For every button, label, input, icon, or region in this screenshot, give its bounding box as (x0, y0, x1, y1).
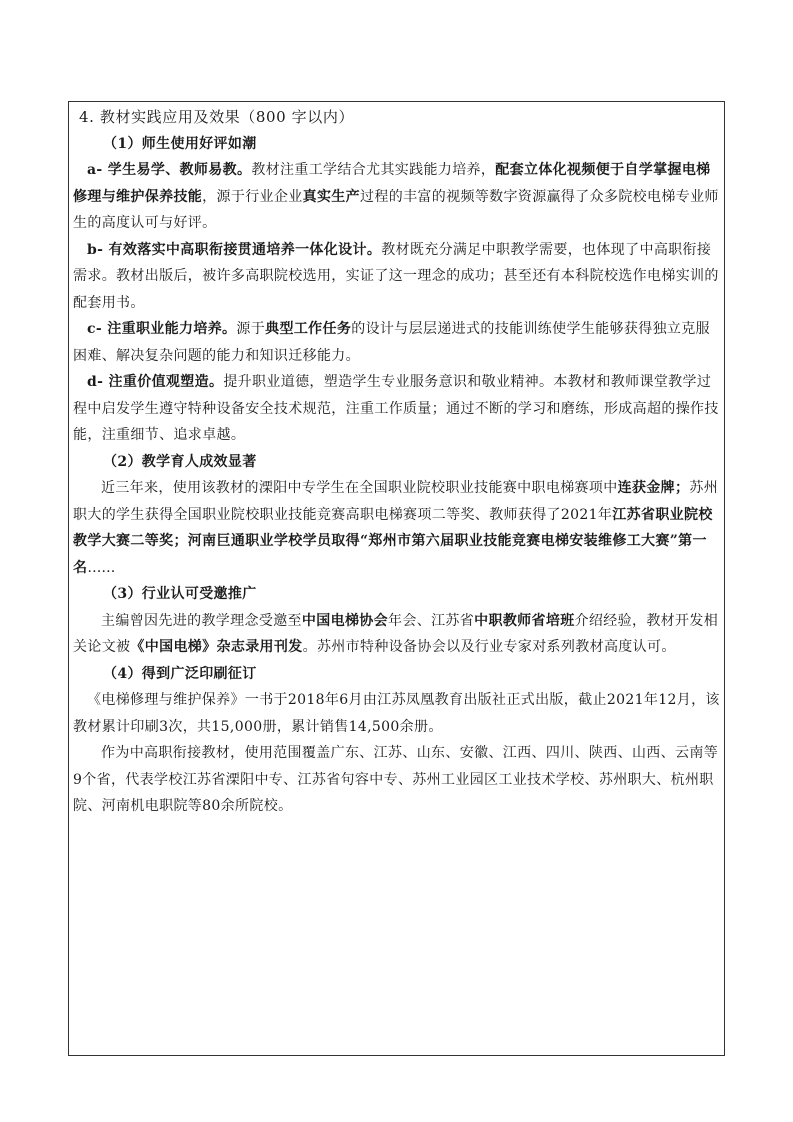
section-content (73, 104, 721, 820)
achievements-text-2: 苏州职大的学生获得全国职业院校职业技能竞赛高职电梯赛项二等奖、教师获得了2021年 (73, 480, 719, 523)
subsection-heading-1: （1）师生使用好评如潮 (103, 135, 257, 152)
para-a-text-2: ，源于行业企业 (202, 188, 303, 205)
recognition-text-2: 年会、江苏省 (388, 612, 475, 629)
para-a-bold-2: 真实生产 (302, 188, 361, 205)
paragraph-b (73, 237, 721, 317)
para-c-text-2: 的设计与层层递进式的技能训练使学生能够获得独立克服困难、解决复杂问题的能力和知识迁移能力。 (73, 321, 710, 364)
recognition-text-4: 。苏州市特种设备协会以及行业专家对系列教材高度认可。 (302, 639, 676, 655)
para-c-text-1: 源于 (236, 321, 266, 337)
recognition-bold-3: 《中国电梯》杂志录用刊发 (130, 639, 303, 655)
para-c-label: c- 注重职业能力培养。 (87, 321, 237, 337)
paragraph-recognition (73, 608, 721, 661)
achievements-ellipsis: …… (87, 559, 116, 576)
achievements-text-1: 近三年来，使用该教材的溧阳中专学生在全国职业院校职业技能赛中职电梯赛项中 (101, 480, 618, 496)
subsection-heading-4: （4）得到广泛印刷征订 (103, 665, 257, 682)
para-b-label: b- 有效落实中高职衔接贯通培养一体化设计。 (87, 241, 382, 258)
recognition-bold-2: 中职教师省培班 (474, 612, 575, 629)
para-a-text-3: 过程的丰富的视频等数字资源赢得了众多院校电梯专业师生的高度认可与好评。 (73, 188, 719, 231)
para-a-label: a- 学生易学、教师易教。 (87, 162, 252, 178)
para-d-text-1: 提升职业道德，塑造学生专业服务意识和敬业精神。本教材和教师课堂教学过程中启发学生遵守特种设备安全技术规范，注重工作质量；通过不断的学习和磨练，形成高超的操作技能，注重细节、追求卓越。 (73, 374, 719, 443)
achievements-bold-2: 江苏省职业院校教学大赛二等奖；河南巨通职业学校学员取得“郑州市第六届职业技能竞赛电梯安装维修工大赛”第一名 (73, 506, 713, 576)
para-d-label: d- 注重价值观塑造。 (87, 374, 224, 390)
paragraph-coverage: 作为中高职衔接教材，使用范围覆盖广东、江苏、山东、安徽、江西、四川、陕西、山西、云南等9个省，代表学校江苏省溧阳中专、江苏省句容中专、苏州工业园区工业技术学校、苏州职大、杭州职院、河南机电职院等80余所院校。 (73, 745, 719, 814)
para-a-text-1: 教材注重工学结合尤其实践能力培养， (251, 162, 496, 178)
achievements-bold-1: 连获金牌； (617, 480, 690, 496)
recognition-text-3: 介绍经验，教材开发相关论文被 (73, 612, 719, 655)
para-b-text-1: 教材既充分满足中职教学需要，也体现了中高职衔接需求。教材出版后，被许多高职院校选用，实证了这一理念的成功；甚至还有本科院校选作电梯实训的配套用书。 (73, 241, 719, 311)
paragraph-c (73, 316, 721, 369)
paragraph-publication: 《电梯修理与维护保养》一书于2018年6月由江苏凤凰教育出版社正式出版，截止2021年12月，该教材累计印刷3次，共15,000册，累计销售14,500余册。 (73, 692, 720, 735)
subsection-heading-3: （3）行业认可受邀推广 (103, 586, 257, 602)
recognition-text-1: 主编曾因先进的教学理念受邀至 (101, 612, 302, 629)
paragraph-a (73, 157, 721, 237)
section-title: 4. 教材实践应用及效果（800 字以内） (79, 108, 355, 126)
para-a-bold-1: 配套立体化视频便于自学掌握电梯修理与维护保养技能 (73, 162, 711, 205)
recognition-bold-1: 中国电梯协会 (301, 612, 389, 629)
paragraph-d (73, 369, 721, 449)
paragraph-achievements (73, 475, 721, 581)
subsection-heading-2: （2）教学育人成效显著 (103, 453, 257, 470)
para-c-bold-1: 典型工作任务 (265, 321, 352, 337)
